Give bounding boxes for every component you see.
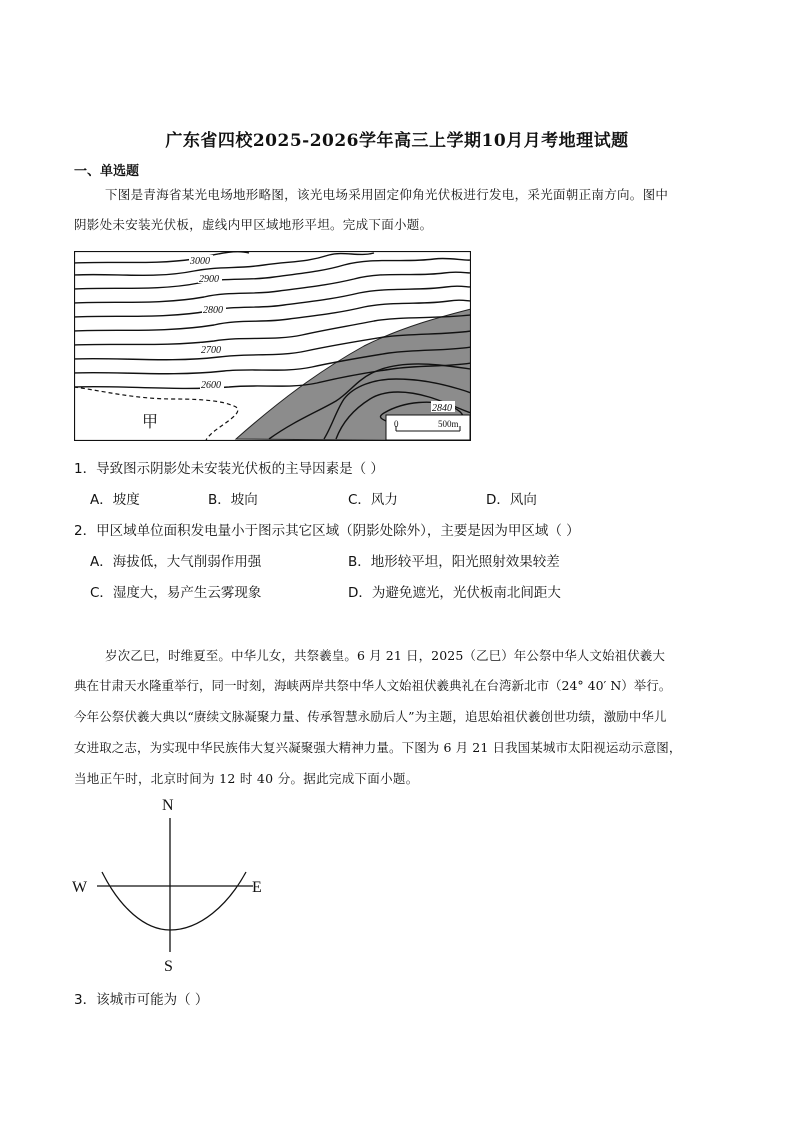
passage1-line1: 下图是青海省某光电场地形略图，该光电场采用固定仰角光伏板进行发电，采光面朝正南方向。图中: [105, 187, 669, 202]
question-1-option-d: D．风向: [486, 492, 537, 508]
question-1-option-b: B．坡向: [208, 492, 258, 508]
question-2-option-a: A．海拔低，大气削弱作用强: [90, 554, 262, 570]
question-2-option-d: D．为避免遮光，光伏板南北间距大: [348, 585, 561, 601]
compass-north: N: [162, 797, 174, 814]
sun-path-diagram: [60, 790, 280, 980]
region-label-jia: 甲: [142, 414, 159, 431]
topographic-map: [74, 251, 471, 441]
question-1-option-a: A．坡度: [90, 492, 140, 508]
contour-label-3000: 3000: [190, 256, 210, 267]
compass-south: S: [164, 958, 173, 975]
passage2-line2: 典在甘肃天水隆重举行，同一时刻，海峡两岸共祭中华人文始祖伏羲典礼在台湾新北市（24° 40′ N）举行。: [74, 678, 672, 693]
question-2-option-b: B．地形较平坦，阳光照射效果较差: [348, 554, 560, 570]
contour-line: [74, 286, 471, 317]
contour-label-2840: 2840: [432, 403, 452, 414]
question-2-option-c: C．湿度大，易产生云雾现象: [90, 585, 262, 601]
compass-east: E: [252, 879, 262, 896]
section-heading: 一、单选题: [74, 164, 140, 179]
question-3-stem: 3．该城市可能为（ ）: [74, 992, 209, 1008]
question-1-option-c: C．风力: [348, 492, 398, 508]
contour-label-2600: 2600: [201, 380, 221, 391]
scale-distance: 500m: [438, 419, 459, 429]
passage2-line5: 当地正午时，北京时间为 12 时 40 分。据此完成下面小题。: [74, 771, 419, 786]
contour-label-2700: 2700: [201, 345, 221, 356]
passage2-line1: 岁次乙巳，时维夏至。中华儿女，共祭羲皇。6 月 21 日，2025（乙巳）年公祭中华人文始祖伏羲大: [105, 648, 665, 663]
scale-zero: 0: [394, 419, 399, 429]
question-1-stem: 1．导致图示阴影处未安装光伏板的主导因素是（ ）: [74, 461, 384, 477]
contour-label-2800: 2800: [203, 305, 223, 316]
compass-west: W: [72, 879, 88, 896]
contour-line: [74, 253, 374, 275]
passage2-line3: 今年公祭伏羲大典以“赓续文脉凝聚力量、传承智慧永励后人”为主题，追思始祖伏羲创世功绩，激励中华儿: [74, 709, 667, 724]
contour-line: [74, 252, 249, 263]
sun-path-curve: [102, 872, 246, 930]
passage2-line4: 女进取之志，为实现中华民族伟大复兴凝聚强大精神力量。下图为 6 月 21 日我国某城市太阳视运动示意图，: [74, 740, 682, 755]
passage1-line2: 阴影处未安装光伏板，虚线内甲区域地形平坦。完成下面小题。: [74, 217, 433, 232]
page-title: 广东省四校2025-2026学年高三上学期10月月考地理试题: [165, 131, 629, 151]
contour-label-2900: 2900: [199, 274, 219, 285]
question-2-stem: 2．甲区域单位面积发电量小于图示其它区域（阴影处除外），主要是因为甲区域（ ）: [74, 523, 580, 539]
